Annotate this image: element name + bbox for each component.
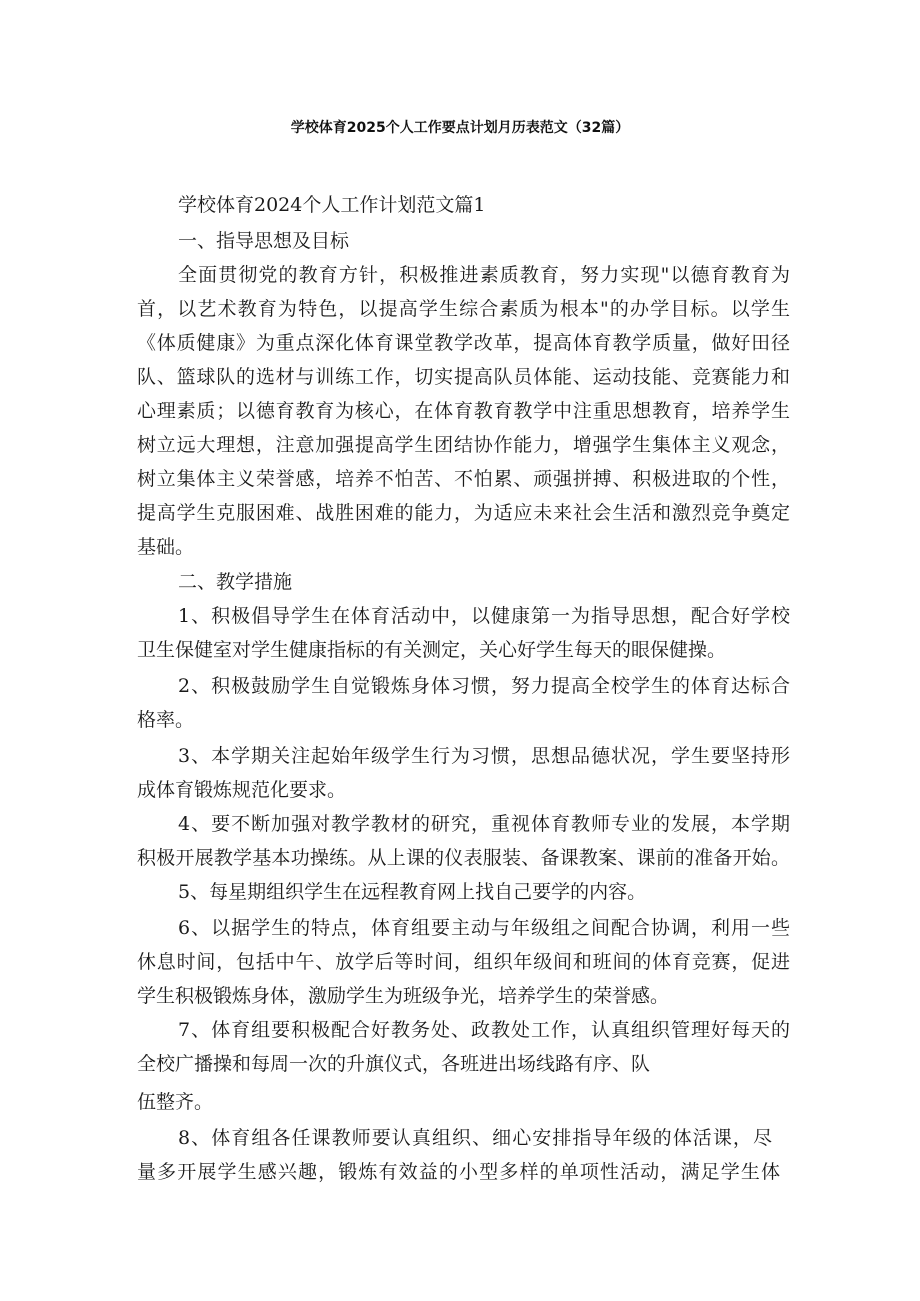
paragraph-line: 心理素质；以德育教育为核心，在体育教育教学中注重思想教育，培养学生 — [137, 400, 790, 422]
paragraph-line: 树立集体主义荣誉感，培养不怕苦、不怕累、顽强拼搏、积极进取的个性， — [137, 468, 790, 490]
list-item-line: 全校广播操和每周一次的升旗仪式，各班进出场线路有序、队 — [137, 1053, 651, 1075]
list-item-line: 4、要不断加强对教学教材的研究，重视体育教师专业的发展，本学期 — [178, 813, 790, 835]
list-item-line: 2、积极鼓励学生自觉锻炼身体习惯，努力提高全校学生的体育达标合 — [178, 675, 790, 697]
section-heading-2: 二、教学措施 — [178, 571, 293, 593]
paragraph-line: 树立远大理想，注意加强提高学生团结协作能力，增强学生集体主义观念， — [137, 434, 790, 456]
list-item-line: 5、每星期组织学生在远程教育网上找自己要学的内容。 — [178, 881, 647, 903]
list-item-line: 格率。 — [137, 709, 195, 731]
list-item-line: 3、本学期关注起始年级学生行为习惯，思想品德状况，学生要坚持形 — [178, 745, 790, 767]
paragraph-line: 基础。 — [137, 536, 195, 558]
list-item-line: 休息时间，包括中午、放学后等时间，组织年级间和班间的体育竞赛，促进 — [137, 951, 790, 973]
document-title: 学校体育2025个人工作要点计划月历表范文（32篇） — [290, 120, 630, 136]
paragraph-line: 全面贯彻党的教育方针，积极推进素质教育，努力实现"以德育教育为 — [178, 264, 790, 286]
list-item-line: 量多开展学生感兴趣，锻炼有效益的小型多样的单项性活动，满足学生体 — [137, 1161, 780, 1183]
list-item-line: 积极开展教学基本功操练。从上课的仪表服装、备课教案、课前的准备开始。 — [137, 847, 790, 869]
list-item-line: 1、积极倡导学生在体育活动中，以健康第一为指导思想，配合好学校 — [178, 605, 790, 627]
paragraph-line: 提高学生克服困难、战胜困难的能力，为适应未来社会生活和激烈竞争奠定 — [137, 502, 790, 524]
document-subtitle: 学校体育2024个人工作计划范文篇1 — [178, 194, 486, 216]
paragraph-line: 队、篮球队的选材与训练工作，切实提高队员体能、运动技能、竞赛能力和 — [137, 366, 790, 388]
list-item-line: 伍整齐。 — [137, 1091, 214, 1113]
paragraph-line: 《体质健康》为重点深化体育课堂教学改革，提高体育教学质量，做好田径 — [137, 332, 790, 354]
section-heading-1: 一、指导思想及目标 — [178, 230, 350, 252]
list-item-line: 7、体育组要积极配合好教务处、政教处工作，认真组织管理好每天的 — [178, 1019, 790, 1041]
list-item-line: 学生积极锻炼身体，激励学生为班级争光，培养学生的荣誉感。 — [137, 985, 670, 1007]
list-item-line: 成体育锻炼规范化要求。 — [137, 779, 347, 801]
paragraph-line: 首，以艺术教育为特色，以提高学生综合素质为根本"的办学目标。以学生 — [137, 298, 790, 320]
list-item-line: 6、以据学生的特点，体育组要主动与年级组之间配合协调，利用一些 — [178, 917, 790, 939]
list-item-line: 8、体育组各任课教师要认真组织、细心安排指导年级的体活课，尽 — [178, 1127, 772, 1149]
list-item-line: 卫生保健室对学生健康指标的有关测定，关心好学生每天的眼保健操。 — [137, 639, 727, 661]
